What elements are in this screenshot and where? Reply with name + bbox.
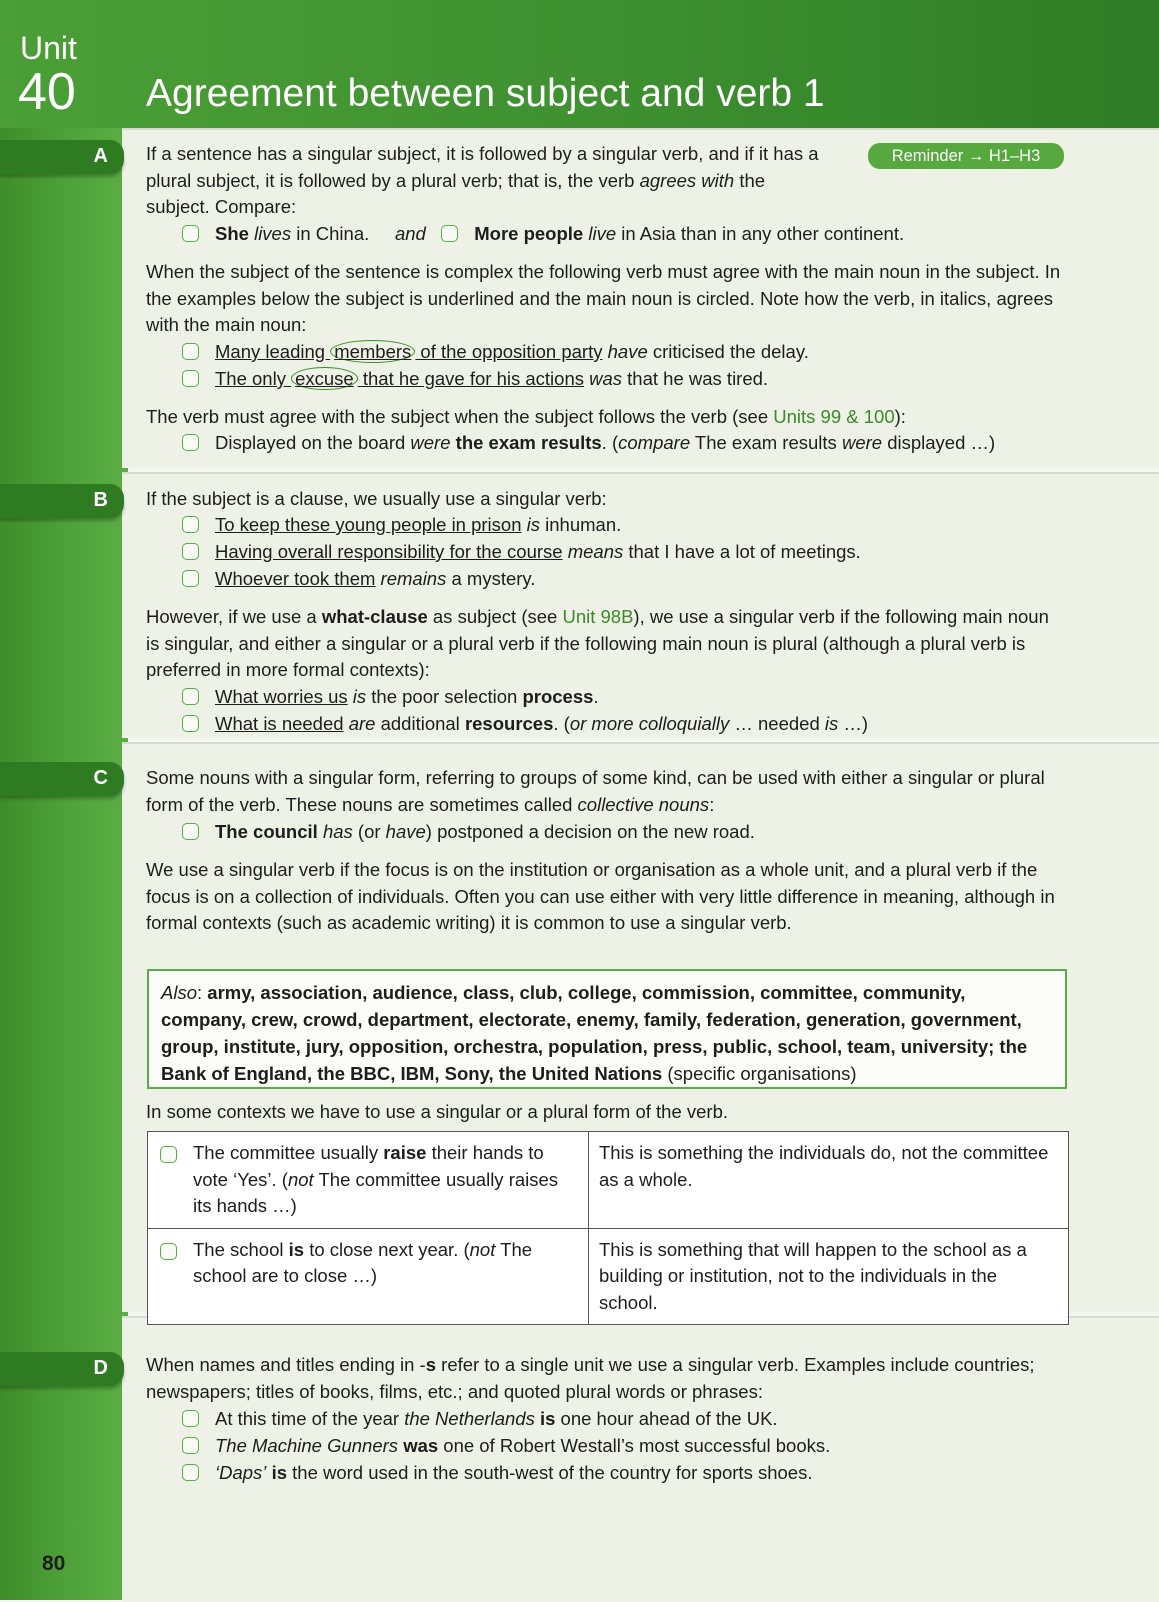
cross-reference-link[interactable]: Units 99 & 100 bbox=[773, 406, 895, 427]
text: displayed …) bbox=[882, 432, 996, 453]
example-b4 bbox=[182, 684, 599, 711]
text-bold: is bbox=[271, 1462, 287, 1483]
text-bold: the exam results bbox=[455, 432, 602, 453]
underlined-subject: Whoever took them bbox=[215, 568, 376, 589]
example-d3 bbox=[182, 1460, 812, 1487]
underlined-subject: What worries us bbox=[215, 686, 348, 707]
text: that I have a lot of meetings. bbox=[623, 541, 861, 562]
text-italic: ‘Daps’ bbox=[215, 1462, 267, 1483]
text: …) bbox=[838, 713, 869, 734]
text-italic: agrees with bbox=[639, 169, 735, 191]
text-bold: is bbox=[539, 1408, 556, 1429]
text: one of Robert Westall’s most successful books. bbox=[438, 1435, 831, 1456]
example-b3 bbox=[182, 566, 535, 593]
text-italic: lives bbox=[254, 223, 292, 244]
section-letter: C bbox=[93, 767, 108, 789]
text-italic: The Machine Gunners bbox=[215, 1435, 399, 1456]
text: Many leading bbox=[215, 341, 331, 362]
text-italic: not bbox=[469, 1238, 496, 1260]
verb-italic: means bbox=[567, 541, 624, 562]
example-b1 bbox=[182, 512, 621, 539]
text: If a sentence has a singular subject, it is followed by a singular verb, and if it has a plural subject, it is followed by a plural verb; that is, the verb bbox=[146, 143, 819, 191]
text-bold: was bbox=[403, 1435, 439, 1456]
text: ): bbox=[894, 406, 906, 427]
text: criticised the delay. bbox=[647, 341, 809, 362]
text: a mystery. bbox=[446, 568, 536, 589]
verb-italic: are bbox=[348, 713, 376, 734]
text-italic: the Netherlands bbox=[404, 1408, 535, 1429]
text: to close next year. ( bbox=[304, 1238, 470, 1260]
text: The only bbox=[215, 368, 292, 389]
cross-reference-link[interactable]: Unit 98B bbox=[562, 606, 634, 627]
text-bold: More people bbox=[474, 223, 584, 244]
text: ), we use a singular verb if the following main noun is singular, and either a singular or a plural verb if the following main noun is plural (although a plural verb is preferred in more formal contexts): bbox=[146, 606, 1049, 680]
section-b-paragraph-2 bbox=[146, 604, 1066, 684]
text-italic: and bbox=[394, 223, 426, 244]
checkbox-icon[interactable] bbox=[182, 516, 199, 533]
text: . ( bbox=[553, 713, 570, 734]
text-italic: or more colloquially bbox=[569, 713, 730, 734]
text-italic: were bbox=[841, 432, 883, 453]
text: . bbox=[593, 686, 599, 707]
reminder-link[interactable]: Reminder → H1–H3 bbox=[868, 143, 1064, 169]
text: … needed bbox=[729, 713, 825, 734]
verb-italic: is bbox=[526, 514, 541, 535]
underlined-subject: What is needed bbox=[215, 713, 344, 734]
section-a-paragraph-3 bbox=[146, 404, 1066, 431]
example-a2 bbox=[182, 339, 809, 366]
page-number: 80 bbox=[42, 1552, 66, 1575]
text-bold: She bbox=[215, 223, 249, 244]
example-a3 bbox=[182, 366, 768, 393]
text: their hands to vote ‘Yes’. ( bbox=[193, 1142, 544, 1190]
text: in Asia than in any other continent. bbox=[616, 223, 905, 244]
unit-header bbox=[0, 0, 1159, 128]
table-cell bbox=[148, 1228, 589, 1325]
checkbox-icon[interactable] bbox=[182, 434, 199, 451]
text: the subject. Compare: bbox=[146, 169, 766, 217]
section-b-label bbox=[0, 484, 124, 518]
circled-noun: members bbox=[330, 340, 415, 363]
example-d2 bbox=[182, 1433, 830, 1460]
text: The school bbox=[193, 1238, 289, 1260]
underlined-subject: To keep these young people in prison bbox=[215, 514, 522, 535]
text-italic: Also bbox=[161, 982, 197, 1003]
checkbox-icon[interactable] bbox=[182, 1437, 199, 1454]
checkbox-icon[interactable] bbox=[182, 1464, 199, 1481]
text: When names and titles ending in - bbox=[146, 1354, 426, 1375]
checkbox-icon[interactable] bbox=[160, 1243, 177, 1260]
text-italic: have bbox=[385, 821, 426, 842]
text-italic: compare bbox=[618, 432, 691, 453]
section-d-intro bbox=[146, 1352, 1066, 1405]
verb-italic: is bbox=[352, 686, 367, 707]
unit-number: 40 bbox=[18, 63, 76, 121]
section-letter: A bbox=[93, 145, 108, 167]
text: The school are to close …) bbox=[193, 1238, 533, 1286]
text: Displayed on the board bbox=[215, 432, 411, 453]
checkbox-icon[interactable] bbox=[182, 688, 199, 705]
text: . ( bbox=[601, 432, 619, 453]
text: (specific organisations) bbox=[667, 1063, 857, 1084]
text-bold: process bbox=[522, 686, 594, 707]
text: as subject (see bbox=[427, 606, 563, 627]
example-c1 bbox=[182, 819, 755, 846]
unit-label: Unit bbox=[20, 30, 77, 66]
example-b2 bbox=[182, 539, 861, 566]
verb-italic: remains bbox=[380, 568, 447, 589]
text: refer to a single unit we use a singular verb. Examples include countries; newspapers; titles of books, films, etc.; and quoted plural words or phrases: bbox=[146, 1354, 1035, 1402]
checkbox-icon[interactable] bbox=[182, 570, 199, 587]
comparison-table bbox=[147, 1131, 1069, 1325]
text: At this time of the year bbox=[215, 1408, 405, 1429]
example-a4 bbox=[182, 430, 995, 457]
checkbox-icon[interactable] bbox=[182, 370, 199, 387]
text-italic: were bbox=[410, 432, 451, 453]
text-bold: s bbox=[425, 1354, 437, 1375]
text: the word used in the south-west of the country for sports shoes. bbox=[287, 1462, 813, 1483]
text: the poor selection bbox=[366, 686, 523, 707]
text: one hour ahead of the UK. bbox=[555, 1408, 778, 1429]
checkbox-icon[interactable] bbox=[182, 543, 199, 560]
section-letter: B bbox=[93, 489, 108, 511]
text: : bbox=[709, 793, 715, 815]
text: However, if we use a bbox=[146, 606, 322, 627]
text-italic: collective nouns bbox=[577, 793, 710, 815]
text: The committee usually bbox=[193, 1142, 384, 1163]
text-bold: The council bbox=[215, 821, 318, 842]
table-cell: This is something that will happen to the school as a building or institution, not to the individuals in the school. bbox=[589, 1228, 1069, 1325]
table-cell: This is something the individuals do, not the committee as a whole. bbox=[589, 1132, 1069, 1229]
underlined-subject bbox=[215, 367, 584, 390]
table-row bbox=[148, 1228, 1069, 1325]
section-c-paragraph-3: In some contexts we have to use a singular or a plural form of the verb. bbox=[146, 1101, 729, 1122]
text: of the opposition party bbox=[415, 341, 603, 362]
collective-nouns-list: army, association, audience, class, club, college, commission, committee, community, company, crew, crowd, department, electorate, enemy, family, federation, generation, government, group, institute, jury, opposition, orchestra, population, press, public, school, team, university; the Bank of England, the BBC, IBM, Sony, the United Nations bbox=[161, 982, 1028, 1084]
section-a-intro bbox=[146, 141, 826, 221]
text-bold: resources bbox=[464, 713, 554, 734]
checkbox-icon[interactable] bbox=[182, 1410, 199, 1427]
text: The exam results bbox=[690, 432, 842, 453]
section-c-paragraph-2: We use a singular verb if the focus is on the institution or organisation as a whole unit, and a plural verb if the focus is on a collection of individuals. Often you can use either with very little difference in meaning, although in formal contexts (such as academic writing) it is common to use a singular verb. bbox=[146, 859, 1055, 933]
text: The verb must agree with the subject when the subject follows the verb (see bbox=[146, 406, 774, 427]
section-a-paragraph-2: When the subject of the sentence is complex the following verb must agree with the main noun in the subject. In the examples below the subject is underlined and the main noun is circled. Note how the verb, in italics, agrees with the main noun: bbox=[146, 261, 1061, 335]
underlined-subject bbox=[215, 340, 602, 363]
text-bold: is bbox=[288, 1238, 305, 1260]
example-d1 bbox=[182, 1406, 778, 1433]
text: that he gave for his actions bbox=[357, 368, 584, 389]
text: inhuman. bbox=[540, 514, 622, 535]
section-d-label bbox=[0, 1352, 124, 1386]
section-a-label bbox=[0, 140, 124, 174]
collective-nouns-box: Also: army, association, audience, class, club, college, commission, committee, community, company, crew, crowd, department, electorate, enemy, family, federation, generation, government, group, institute, jury, opposition, orchestra, population, press, public, school, team, university; the Bank of England, the BBC, IBM, Sony, the United Nations (specific organisations) bbox=[147, 969, 1067, 1089]
verb-italic: was bbox=[589, 368, 623, 389]
section-c-intro bbox=[146, 765, 1066, 818]
table-row bbox=[148, 1132, 1069, 1229]
verb-italic: have bbox=[607, 341, 648, 362]
text-italic: live bbox=[588, 223, 617, 244]
text-italic: has bbox=[322, 821, 353, 842]
text: (or bbox=[352, 821, 386, 842]
text-italic: not bbox=[287, 1168, 314, 1190]
text-bold: what-clause bbox=[321, 606, 428, 627]
checkbox-icon[interactable] bbox=[182, 343, 199, 360]
section-b-intro: If the subject is a clause, we usually use a singular verb: bbox=[146, 488, 607, 509]
text-italic: is bbox=[824, 713, 839, 734]
checkbox-icon[interactable] bbox=[182, 225, 199, 242]
checkbox-icon[interactable] bbox=[182, 715, 199, 732]
page-title: Agreement between subject and verb 1 bbox=[146, 72, 825, 115]
example-b5 bbox=[182, 711, 868, 738]
example-a1 bbox=[182, 221, 904, 248]
text: Some nouns with a singular form, referring to groups of some kind, can be used with either a singular or plural form of the verb. These nouns are sometimes called bbox=[146, 767, 1045, 815]
section-c-label bbox=[0, 762, 124, 796]
circled-noun: excuse bbox=[291, 367, 358, 390]
checkbox-icon[interactable] bbox=[160, 1146, 177, 1163]
table-cell bbox=[148, 1132, 589, 1229]
text: in China. bbox=[291, 223, 370, 244]
section-letter: D bbox=[93, 1357, 108, 1379]
checkbox-icon[interactable] bbox=[441, 225, 458, 242]
checkbox-icon[interactable] bbox=[182, 823, 199, 840]
text: ) postponed a decision on the new road. bbox=[425, 821, 755, 842]
underlined-subject: Having overall responsibility for the course bbox=[215, 541, 563, 562]
text-bold: raise bbox=[383, 1142, 427, 1163]
text: that he was tired. bbox=[622, 368, 769, 389]
text: additional bbox=[375, 713, 465, 734]
text: The committee usually raises its hands …) bbox=[193, 1168, 559, 1216]
